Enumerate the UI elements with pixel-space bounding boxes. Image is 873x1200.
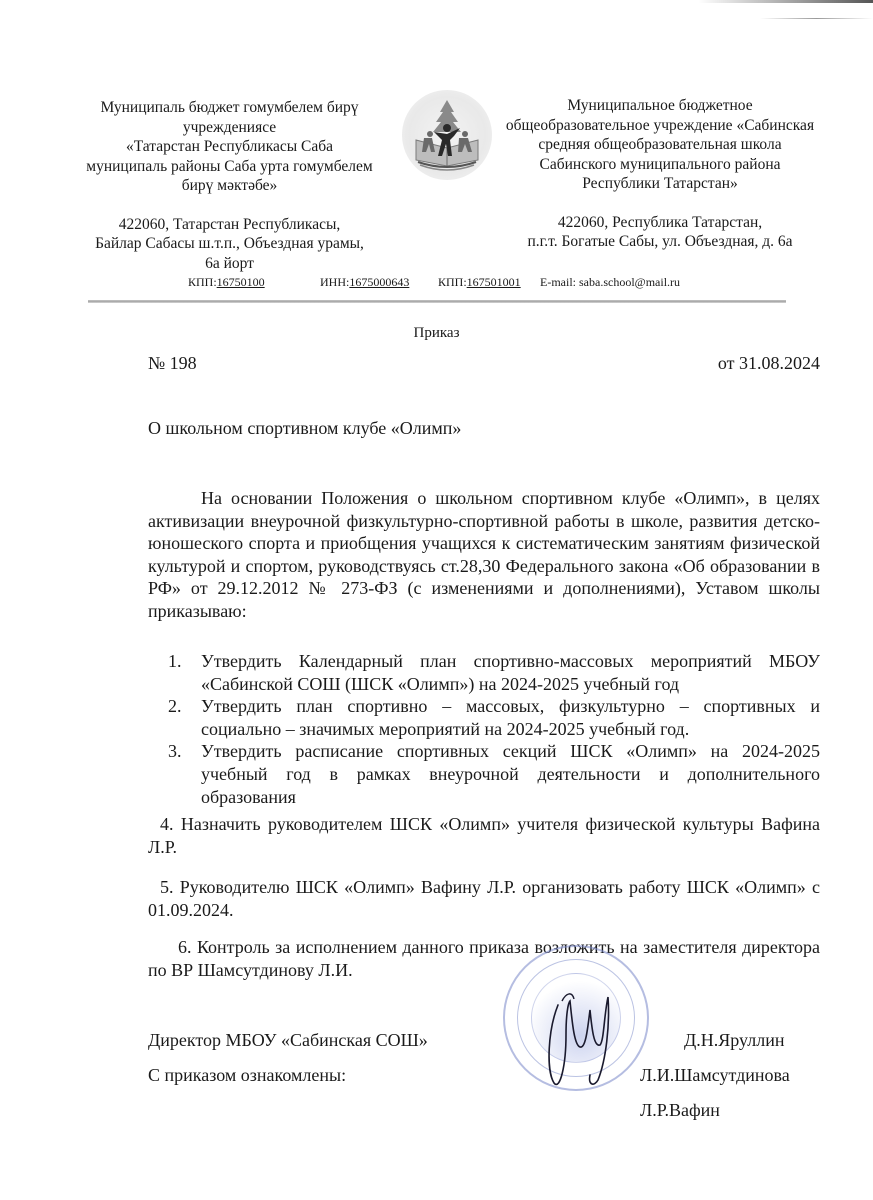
header-tatar-address-line: 422060, Татарстан Республикасы,	[118, 215, 341, 233]
header-tatar-org-line: бирү мәктәбе»	[181, 177, 278, 194]
order-item-number: 2.	[168, 696, 182, 717]
requisite-inn: ИНН:1675000643	[320, 275, 410, 289]
order-item-6-text: 6. Контроль за исполнением данного приказа возложить на заместителя директора по ВР Шамсутдинову Л.И.	[148, 937, 820, 980]
header-tatar-org-line: учреждениясе	[182, 118, 277, 136]
header-tatar-org-line: «Татарстан Республикасы Саба	[125, 138, 334, 155]
header-russian-org-line: Республики Татарстан»	[582, 175, 738, 192]
acknowledged-label: С приказом ознакомлены:	[148, 1065, 347, 1085]
order-item	[168, 740, 820, 808]
header-russian-org-line: общеобразовательное учреждение «Сабинская	[505, 116, 815, 134]
order-item-6	[148, 936, 820, 981]
preamble-text: На основании Положения о школьном спортивном клубе «Олимп», в целях активизации внеурочной физкультурно-спортивной работы в школе, развития детско-юношеского спорта и приобщения учащихся к систематическим занятиям физической культурой и спортом, руководствуясь ст.28,30 Федерального закона «Об образовании в РФ» от 29.12.2012 № 273-ФЗ (с изменениями и дополнениями), Уставом школы приказываю:	[148, 488, 820, 621]
order-number: № 198	[148, 353, 197, 373]
header-russian-address-line: п.г.т. Богатые Сабы, ул. Объездная, д. 6а	[527, 233, 793, 250]
requisite-kpp-2: КПП:167501001	[438, 275, 521, 289]
order-item-number: 1.	[168, 651, 182, 671]
order-item	[168, 650, 820, 695]
director-name: Д.Н.Яруллин	[684, 1030, 785, 1050]
requisite-kpp-1: КПП:16750100	[188, 275, 265, 289]
scan-edge-artifact	[760, 18, 873, 19]
header-tatar-org-line: муниципаль районы Саба урта гомумбелем	[86, 157, 373, 175]
scan-edge-top	[0, 0, 873, 3]
director-label: Директор МБОУ «Сабинская СОШ»	[148, 1030, 428, 1050]
handwritten-signature-icon	[540, 975, 620, 1090]
header-tatar-address-line: Байлар Сабасы ш.т.п., Объездная урамы,	[95, 235, 364, 252]
header-russian-org-line: средняя общеобразовательная школа	[538, 136, 782, 153]
order-item-text: Утвердить расписание спортивных секций ШСК «Олимп» на 2024-2025 учебный год в рамках внеурочной деятельности и дополнительного образования	[201, 741, 820, 807]
order-item-5-text: 5. Руководителю ШСК «Олимп» Вафину Л.Р. организовать работу ШСК «Олимп» с 01.09.2024.	[148, 877, 820, 920]
order-subject: О школьном спортивном клубе «Олимп»	[148, 418, 462, 438]
order-preamble	[148, 487, 820, 623]
header-separator	[88, 300, 786, 303]
order-item	[168, 695, 820, 740]
header-russian-block	[496, 96, 824, 252]
order-item-4	[148, 813, 820, 858]
requisite-email[interactable]: E-mail: saba.school@mail.ru	[540, 275, 681, 289]
order-item-text: Утвердить план спортивно – массовых, физкультурно – спортивных и социально – значимых мероприятий на 2024-2025 учебный год.	[201, 696, 820, 739]
header-russian-org-line: Сабинского муниципального района	[539, 155, 781, 173]
order-item-4-text: 4. Назначить руководителем ШСК «Олимп» учителя физической культуры Вафина Л.Р.	[148, 814, 820, 857]
acknowledged-name: Л.И.Шамсутдинова	[640, 1065, 790, 1085]
order-title: Приказ	[413, 325, 460, 341]
header-russian-address-line: 422060, Республика Татарстан,	[557, 213, 763, 231]
header-russian-org-line: Муниципальное бюджетное	[567, 97, 753, 114]
order-date: от 31.08.2024	[717, 353, 820, 373]
order-item-text: Утвердить Календарный план спортивно-массовых мероприятий МБОУ «Сабинской СОШ (ШСК «Олимп») на 2024-2025 учебный год	[201, 651, 820, 694]
school-emblem-icon	[402, 90, 492, 180]
header-tatar-org-line: Муниципаль бюджет гомумбелем бирү	[100, 99, 359, 116]
acknowledged-name: Л.Р.Вафин	[640, 1100, 720, 1120]
order-item-5	[148, 876, 820, 921]
header-tatar-address-line: 6а йорт	[205, 254, 254, 272]
order-item-number: 3.	[168, 741, 182, 762]
order-items-list	[168, 650, 820, 808]
header-tatar-block	[62, 98, 397, 273]
